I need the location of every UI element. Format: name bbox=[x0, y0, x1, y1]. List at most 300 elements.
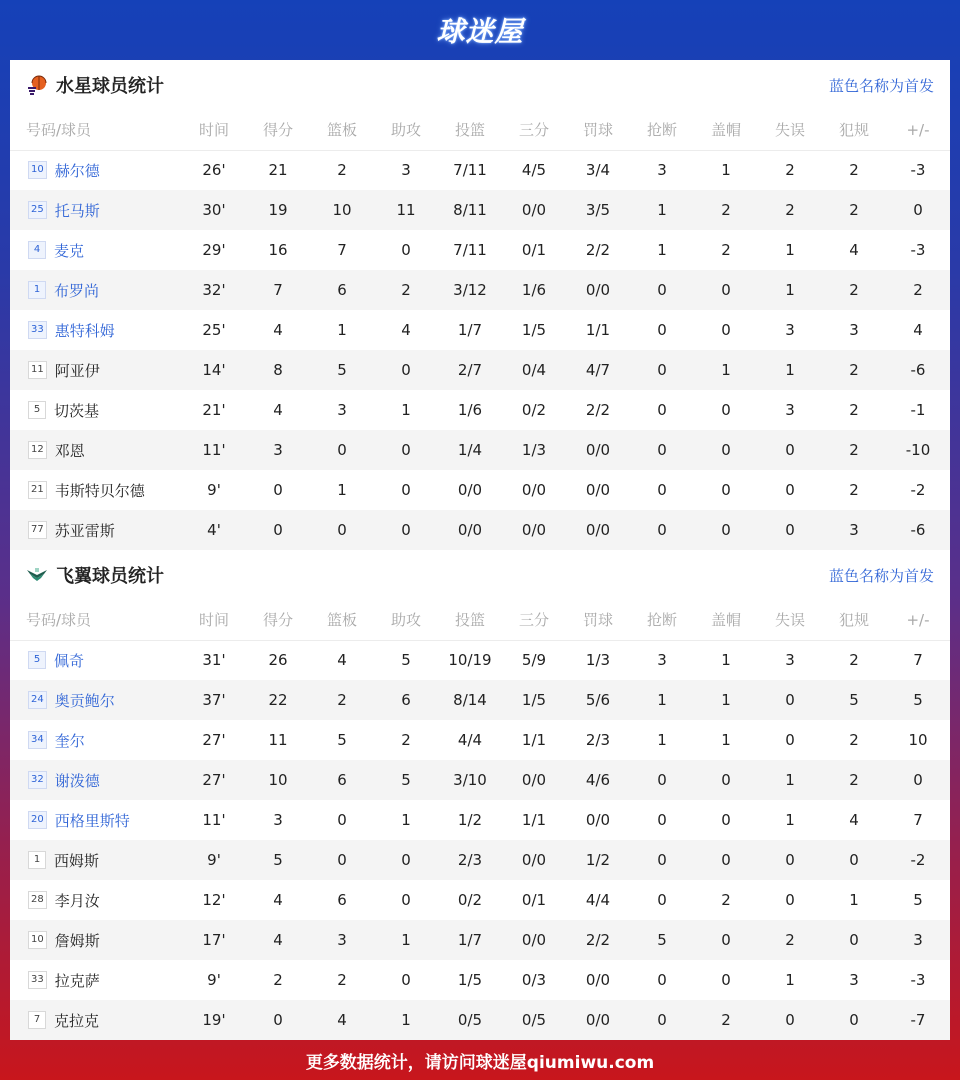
table-row bbox=[10, 880, 950, 920]
stat-cell: 4 bbox=[273, 401, 283, 419]
stat-cell: 0 bbox=[630, 430, 694, 470]
stat-cell: 0 bbox=[630, 510, 694, 550]
stat-cell: 0 bbox=[374, 840, 438, 880]
stat-cell: 2 bbox=[694, 190, 758, 230]
column-header: 得分 bbox=[246, 110, 310, 150]
player-cell bbox=[10, 640, 182, 680]
footer-banner[interactable]: 更多数据统计，请访问球迷屋qiumiwu.com bbox=[305, 1052, 655, 1073]
stat-cell: 0/0 bbox=[585, 971, 611, 989]
stat-cell: 1 bbox=[758, 270, 822, 310]
stat-cell: 2/3 bbox=[585, 731, 611, 749]
stat-cell: 3/4 bbox=[585, 161, 611, 180]
stat-cell: 0 bbox=[657, 891, 667, 909]
stat-cell: 11' bbox=[182, 430, 246, 470]
stat-cell: -3 bbox=[910, 971, 926, 989]
stat-cell: 0 bbox=[886, 760, 950, 800]
stat-cell: 0 bbox=[721, 401, 731, 419]
player-name[interactable]: 惠特科姆 bbox=[54, 321, 115, 340]
stat-cell: 0/0 bbox=[566, 510, 630, 550]
table-row bbox=[10, 1000, 950, 1040]
player-name[interactable]: 布罗尚 bbox=[54, 281, 100, 300]
stat-cell: 0/0 bbox=[502, 760, 566, 800]
stat-cell: 1/7 bbox=[457, 321, 483, 339]
table-row bbox=[10, 310, 950, 350]
stat-cell: 4 bbox=[310, 1000, 374, 1040]
stat-cell: 1 bbox=[694, 350, 758, 390]
jersey-number-badge: 32 bbox=[28, 771, 47, 789]
stat-cell: 3 bbox=[273, 811, 283, 829]
stat-cell: 0/4 bbox=[502, 350, 566, 390]
stat-cell: 2/7 bbox=[438, 350, 502, 390]
stat-cell: 0/0 bbox=[502, 190, 566, 230]
stat-cell: 0/0 bbox=[585, 481, 611, 499]
stat-cell: -3 bbox=[910, 241, 926, 259]
stat-cell: 7/11 bbox=[453, 241, 487, 259]
stat-cell: 1 bbox=[337, 321, 347, 339]
stat-cell: 0 bbox=[657, 401, 667, 419]
stat-cell: 0/2 bbox=[457, 891, 483, 909]
stat-cell: 1/3 bbox=[585, 651, 611, 670]
jersey-number-badge: 33 bbox=[28, 971, 47, 989]
stat-cell: 0 bbox=[758, 840, 822, 880]
stat-cell: 1/1 bbox=[521, 811, 547, 829]
column-header: 犯规 bbox=[822, 110, 886, 150]
player-name: 李月汝 bbox=[54, 891, 100, 910]
stat-cell: 2 bbox=[822, 760, 886, 800]
stat-cell: 1/6 bbox=[457, 401, 483, 419]
player-cell bbox=[10, 760, 182, 800]
stat-cell: 0 bbox=[246, 1000, 310, 1040]
table-header-row bbox=[10, 110, 950, 150]
stat-cell: 5/6 bbox=[566, 680, 630, 720]
stat-cell: 2 bbox=[849, 651, 859, 670]
stat-cell: 30' bbox=[182, 190, 246, 230]
stat-cell: 2 bbox=[758, 920, 822, 960]
stat-cell: 6 bbox=[337, 891, 347, 909]
player-cell bbox=[10, 920, 182, 960]
stat-cell: 0/0 bbox=[566, 270, 630, 310]
stat-cell: 1 bbox=[849, 891, 859, 909]
stat-cell: 0 bbox=[785, 481, 795, 499]
stat-cell: 0/0 bbox=[585, 811, 611, 829]
stat-cell: 2 bbox=[374, 270, 438, 310]
table-row bbox=[10, 190, 950, 230]
stat-cell: 21' bbox=[202, 401, 226, 419]
stat-cell: 19' bbox=[182, 1000, 246, 1040]
column-header: 得分 bbox=[246, 600, 310, 640]
stat-cell: 2 bbox=[822, 270, 886, 310]
stat-cell: 17' bbox=[182, 920, 246, 960]
stat-cell: 0 bbox=[657, 321, 667, 339]
stat-cell: 0 bbox=[246, 510, 310, 550]
stat-cell: 25' bbox=[202, 321, 226, 339]
stat-cell: 0 bbox=[694, 920, 758, 960]
stat-cell: 3 bbox=[657, 651, 667, 670]
stat-cell: 0/0 bbox=[438, 510, 502, 550]
stat-cell: 0 bbox=[401, 241, 411, 259]
jersey-number-badge: 1 bbox=[28, 851, 46, 869]
jersey-number-badge: 5 bbox=[28, 651, 46, 669]
stat-cell: 1/7 bbox=[438, 920, 502, 960]
player-cell bbox=[10, 270, 182, 310]
stat-cell: 2/2 bbox=[585, 241, 611, 259]
column-header: 三分 bbox=[502, 600, 566, 640]
stat-cell: 0/1 bbox=[521, 241, 547, 259]
stat-cell: 11 bbox=[268, 731, 288, 749]
stat-cell: 0 bbox=[694, 760, 758, 800]
stat-cell: 5 bbox=[337, 731, 347, 749]
stat-cell: 32' bbox=[182, 270, 246, 310]
player-cell bbox=[10, 510, 182, 550]
player-name: 詹姆斯 bbox=[54, 931, 100, 950]
stat-cell: -2 bbox=[910, 481, 926, 499]
stat-cell: 3 bbox=[822, 510, 886, 550]
brand-logo: 球迷屋 bbox=[436, 15, 524, 48]
player-cell bbox=[10, 1000, 182, 1040]
stat-cell: 0/1 bbox=[521, 891, 547, 909]
stat-cell: 1 bbox=[785, 241, 795, 259]
stat-cell: 26' bbox=[202, 161, 226, 180]
stat-cell: 0 bbox=[785, 731, 795, 749]
stat-cell: -1 bbox=[910, 401, 926, 419]
stat-cell: 0 bbox=[694, 510, 758, 550]
player-cell bbox=[10, 230, 182, 270]
stat-cell: 2 bbox=[721, 241, 731, 259]
starter-legend: 蓝色名称为首发 bbox=[828, 566, 934, 585]
jersey-number-badge: 10 bbox=[28, 161, 47, 179]
stat-cell: 2 bbox=[310, 680, 374, 720]
stat-cell: 31' bbox=[202, 651, 226, 670]
stat-cell: 5 bbox=[310, 350, 374, 390]
stat-cell: 4/7 bbox=[566, 350, 630, 390]
jersey-number-badge: 5 bbox=[28, 401, 46, 419]
stat-cell: 0 bbox=[630, 350, 694, 390]
player-name[interactable]: 奎尔 bbox=[54, 731, 85, 750]
table-header-row bbox=[10, 600, 950, 640]
stat-cell: 0/5 bbox=[502, 1000, 566, 1040]
jersey-number-badge: 33 bbox=[28, 321, 47, 339]
team-header bbox=[10, 550, 950, 600]
stat-cell: 0 bbox=[694, 840, 758, 880]
stat-cell: 0 bbox=[630, 760, 694, 800]
column-header: 罚球 bbox=[566, 600, 630, 640]
stat-cell: 3 bbox=[849, 971, 859, 989]
table-row bbox=[10, 720, 950, 760]
stat-cell: 1/5 bbox=[457, 971, 483, 989]
player-name: 西姆斯 bbox=[54, 851, 100, 870]
stat-cell: 1/3 bbox=[502, 430, 566, 470]
stat-cell: 4/5 bbox=[521, 161, 547, 180]
stat-cell: 3/5 bbox=[566, 190, 630, 230]
stat-cell: 3 bbox=[401, 161, 411, 180]
stat-cell: 10 bbox=[908, 731, 928, 749]
starter-legend: 蓝色名称为首发 bbox=[828, 76, 934, 95]
stat-cell: 6 bbox=[310, 760, 374, 800]
stat-cell: 2 bbox=[694, 1000, 758, 1040]
stat-cell: 1/5 bbox=[521, 321, 547, 339]
column-header: 失误 bbox=[758, 110, 822, 150]
jersey-number-badge: 25 bbox=[28, 201, 47, 219]
stat-cell: 0 bbox=[630, 840, 694, 880]
table-row bbox=[10, 470, 950, 510]
stat-cell: 0 bbox=[337, 811, 347, 829]
column-header: 助攻 bbox=[374, 600, 438, 640]
stat-cell: 4/4 bbox=[457, 731, 483, 749]
stat-cell: 9' bbox=[182, 840, 246, 880]
stat-cell: 1/1 bbox=[521, 731, 547, 749]
jersey-number-badge: 34 bbox=[28, 731, 47, 749]
column-header: 篮板 bbox=[310, 110, 374, 150]
stat-cell: 0/0 bbox=[502, 510, 566, 550]
table-row bbox=[10, 270, 950, 310]
table-row bbox=[10, 430, 950, 470]
jersey-number-badge: 28 bbox=[28, 891, 47, 909]
player-cell bbox=[10, 680, 182, 720]
stat-cell: 0 bbox=[721, 321, 731, 339]
player-name[interactable]: 佩奇 bbox=[54, 651, 85, 670]
player-name[interactable]: 奥贡鲍尔 bbox=[54, 691, 115, 710]
stat-cell: 0 bbox=[401, 481, 411, 499]
header-bar bbox=[0, 0, 960, 60]
jersey-number-badge: 20 bbox=[28, 811, 47, 829]
stat-cell: 27' bbox=[202, 731, 226, 749]
column-header: 助攻 bbox=[374, 110, 438, 150]
stat-cell: 0 bbox=[310, 510, 374, 550]
stat-cell: 0 bbox=[657, 481, 667, 499]
stat-cell: 22 bbox=[246, 680, 310, 720]
player-cell bbox=[10, 430, 182, 470]
player-cell bbox=[10, 470, 182, 510]
stat-cell: 11 bbox=[374, 190, 438, 230]
stat-cell: 8/14 bbox=[438, 680, 502, 720]
player-name: 切茨基 bbox=[54, 401, 100, 420]
stat-cell: 3 bbox=[785, 651, 795, 670]
stat-cell: 1/5 bbox=[502, 680, 566, 720]
player-cell bbox=[10, 390, 182, 430]
stat-cell: 1 bbox=[758, 760, 822, 800]
stat-cell: 4 bbox=[246, 920, 310, 960]
stat-cell: 6 bbox=[374, 680, 438, 720]
stat-cell: 0/0 bbox=[566, 1000, 630, 1040]
column-header: 时间 bbox=[182, 600, 246, 640]
jersey-number-badge: 77 bbox=[28, 521, 47, 539]
stat-cell: 2/2 bbox=[566, 920, 630, 960]
jersey-number-badge: 21 bbox=[28, 481, 47, 499]
stat-cell: 0 bbox=[822, 1000, 886, 1040]
stat-cell: 6 bbox=[310, 270, 374, 310]
player-name[interactable]: 麦克 bbox=[54, 241, 85, 260]
stat-cell: 9' bbox=[207, 481, 221, 499]
table-row bbox=[10, 640, 950, 680]
stat-cell: 1 bbox=[374, 1000, 438, 1040]
stat-cell: 0 bbox=[694, 430, 758, 470]
stat-cell: 0 bbox=[273, 481, 283, 499]
stat-cell: 3 bbox=[657, 161, 667, 180]
stat-cell: 1 bbox=[657, 241, 667, 259]
stat-cell: 0 bbox=[374, 350, 438, 390]
player-cell bbox=[10, 800, 182, 840]
stat-cell: 2 bbox=[401, 731, 411, 749]
player-cell bbox=[10, 350, 182, 390]
stat-cell: 0/2 bbox=[521, 401, 547, 419]
player-cell bbox=[10, 310, 182, 350]
table-row bbox=[10, 150, 950, 190]
stat-cell: 5/9 bbox=[521, 651, 547, 670]
team-title: 水星球员统计 bbox=[56, 76, 164, 97]
column-header: 盖帽 bbox=[694, 110, 758, 150]
stat-cell: 5 bbox=[630, 920, 694, 960]
stat-cell: 0 bbox=[657, 811, 667, 829]
stat-cell: 0 bbox=[758, 1000, 822, 1040]
stat-cell: 0 bbox=[630, 1000, 694, 1040]
stat-cell: 0 bbox=[785, 891, 795, 909]
column-header: +/- bbox=[886, 110, 950, 150]
stat-cell: 4/4 bbox=[585, 891, 611, 909]
player-name: 拉克萨 bbox=[54, 971, 100, 990]
stat-cell: 4 bbox=[401, 321, 411, 339]
player-cell bbox=[10, 190, 182, 230]
stat-cell: 29' bbox=[202, 241, 226, 259]
stat-cell: 5 bbox=[913, 891, 923, 909]
column-header: 犯规 bbox=[822, 600, 886, 640]
stat-cell: 0/0 bbox=[502, 920, 566, 960]
stat-cell: 4 bbox=[849, 241, 859, 259]
player-cell bbox=[10, 840, 182, 880]
stat-cell: 3/10 bbox=[438, 760, 502, 800]
jersey-number-badge: 1 bbox=[28, 281, 46, 299]
stat-cell: 0 bbox=[310, 840, 374, 880]
stat-cell: 2 bbox=[785, 161, 795, 180]
player-cell bbox=[10, 150, 182, 190]
stat-cell: 8/11 bbox=[438, 190, 502, 230]
table-row bbox=[10, 760, 950, 800]
stat-cell: 14' bbox=[182, 350, 246, 390]
stat-cell: 0 bbox=[374, 510, 438, 550]
stat-cell: 4 bbox=[273, 321, 283, 339]
stat-cell: 26 bbox=[268, 651, 288, 670]
stat-cell: 4' bbox=[182, 510, 246, 550]
stat-cell: 1 bbox=[721, 651, 731, 670]
stat-cell: 1/1 bbox=[585, 321, 611, 339]
player-cell bbox=[10, 960, 182, 1000]
stat-cell: 0 bbox=[630, 270, 694, 310]
stat-cell: 19 bbox=[246, 190, 310, 230]
player-name: 苏亚雷斯 bbox=[54, 521, 115, 540]
stat-cell: -6 bbox=[886, 350, 950, 390]
column-header-player: 号码/球员 bbox=[10, 110, 182, 150]
column-header: 三分 bbox=[502, 110, 566, 150]
stat-cell: 1/2 bbox=[457, 811, 483, 829]
table-row bbox=[10, 960, 950, 1000]
player-name[interactable]: 托马斯 bbox=[54, 201, 100, 220]
stat-cell: 0 bbox=[721, 481, 731, 499]
table-row bbox=[10, 680, 950, 720]
stat-cell: 0/0 bbox=[566, 430, 630, 470]
column-header-player: 号码/球员 bbox=[10, 600, 182, 640]
stat-cell: 2 bbox=[822, 350, 886, 390]
stat-cell: 1 bbox=[630, 680, 694, 720]
stat-cell: 4 bbox=[337, 651, 347, 670]
stat-cell: 0/5 bbox=[438, 1000, 502, 1040]
player-cell bbox=[10, 880, 182, 920]
stat-cell: 10 bbox=[310, 190, 374, 230]
stat-cell: 2 bbox=[721, 891, 731, 909]
stat-cell: 3 bbox=[785, 401, 795, 419]
stat-cell: 3 bbox=[310, 920, 374, 960]
stat-cell: -3 bbox=[910, 161, 926, 180]
table-row bbox=[10, 390, 950, 430]
stat-cell: 2 bbox=[758, 190, 822, 230]
stat-cell: 0 bbox=[758, 680, 822, 720]
stat-cell: 3 bbox=[886, 920, 950, 960]
player-name[interactable]: 谢泼德 bbox=[54, 771, 100, 790]
player-name: 阿亚伊 bbox=[54, 361, 100, 380]
stat-cell: 27' bbox=[182, 760, 246, 800]
stat-cell: 0 bbox=[721, 971, 731, 989]
stat-cell: 2 bbox=[822, 190, 886, 230]
table-row bbox=[10, 840, 950, 880]
stat-cell: 1/2 bbox=[566, 840, 630, 880]
player-name[interactable]: 赫尔德 bbox=[54, 161, 100, 180]
player-name[interactable]: 西格里斯特 bbox=[54, 811, 130, 830]
stat-cell: 4/6 bbox=[566, 760, 630, 800]
column-header: 篮板 bbox=[310, 600, 374, 640]
column-header: 抢断 bbox=[630, 110, 694, 150]
stat-cell: 3 bbox=[246, 430, 310, 470]
jersey-number-badge: 4 bbox=[28, 241, 46, 259]
suns-logo-icon bbox=[26, 74, 48, 96]
stat-cell: 0/3 bbox=[521, 971, 547, 989]
stat-cell: -10 bbox=[886, 430, 950, 470]
jersey-number-badge: 11 bbox=[28, 361, 47, 379]
stat-cell: -6 bbox=[886, 510, 950, 550]
stat-cell: 2 bbox=[849, 161, 859, 180]
team-card-1 bbox=[10, 60, 950, 550]
stat-cell: 7 bbox=[913, 651, 923, 670]
column-header: 罚球 bbox=[566, 110, 630, 150]
stat-cell: 0/0 bbox=[521, 481, 547, 499]
stat-cell: 5 bbox=[886, 680, 950, 720]
stat-cell: 0/0 bbox=[502, 840, 566, 880]
column-header: 抢断 bbox=[630, 600, 694, 640]
team-title: 飞翼球员统计 bbox=[56, 566, 164, 587]
stat-cell: 37' bbox=[182, 680, 246, 720]
column-header: 投篮 bbox=[438, 600, 502, 640]
stat-cell: 2 bbox=[273, 971, 283, 989]
jersey-number-badge: 12 bbox=[28, 441, 47, 459]
jersey-number-badge: 24 bbox=[28, 691, 47, 709]
table-row bbox=[10, 510, 950, 550]
player-name: 克拉克 bbox=[54, 1011, 100, 1030]
column-header: +/- bbox=[886, 600, 950, 640]
stats-table bbox=[10, 600, 950, 1040]
team-card-2 bbox=[10, 550, 950, 1040]
stat-cell: 2 bbox=[849, 481, 859, 499]
stat-cell: 2 bbox=[849, 731, 859, 749]
stat-cell: 1 bbox=[337, 481, 347, 499]
stat-cell: 1 bbox=[657, 731, 667, 749]
stat-cell: 2 bbox=[886, 270, 950, 310]
stat-cell: 5 bbox=[401, 651, 411, 670]
stat-cell: 4 bbox=[849, 811, 859, 829]
stat-cell: 1 bbox=[401, 811, 411, 829]
player-name: 邓恩 bbox=[54, 441, 85, 460]
column-header: 投篮 bbox=[438, 110, 502, 150]
stat-cell: 1 bbox=[374, 920, 438, 960]
team-header bbox=[10, 60, 950, 110]
stat-cell: 3 bbox=[785, 321, 795, 339]
stat-cell: 5 bbox=[246, 840, 310, 880]
